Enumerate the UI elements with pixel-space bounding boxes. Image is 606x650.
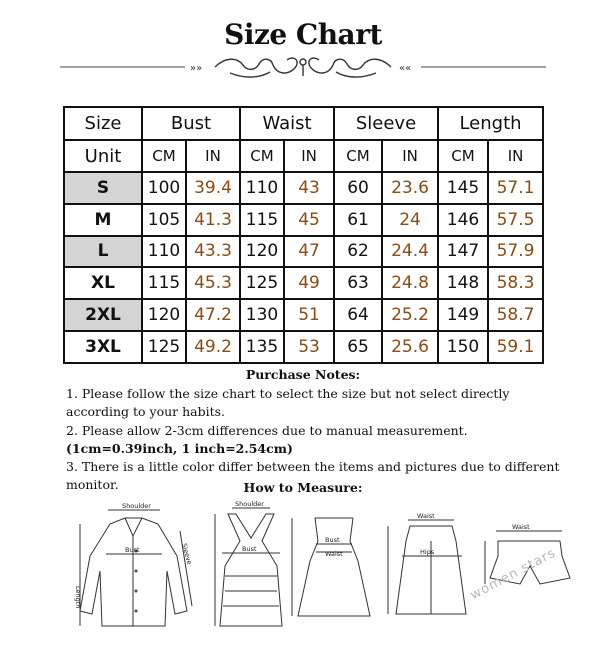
size-cell: 3XL (64, 331, 142, 363)
size-cell: XL (64, 267, 142, 299)
cm-value-cell: 64 (334, 299, 382, 331)
page-title: Size Chart (224, 18, 382, 51)
cm-value-cell: 145 (438, 172, 488, 204)
unit-cell: CM (142, 140, 186, 172)
unit-cell: IN (186, 140, 240, 172)
inch-value-cell: 58.3 (488, 267, 543, 299)
size-cell: L (64, 236, 142, 268)
note-2-text: 2. Please allow 2-3cm differences due to manual measurement. (66, 422, 468, 438)
header-size: Size (64, 107, 142, 140)
diagram-label-bust-3: Bust (325, 536, 340, 544)
diagram-label-bust: Bust (125, 546, 140, 554)
size-cell: M (64, 204, 142, 236)
unit-cell: CM (334, 140, 382, 172)
table-row (64, 331, 543, 363)
table-row (64, 236, 543, 268)
header-length: Length (438, 107, 543, 140)
inch-value-cell: 45.3 (186, 267, 240, 299)
cm-value-cell: 100 (142, 172, 186, 204)
inch-value-cell: 24 (382, 204, 438, 236)
cm-value-cell: 125 (142, 331, 186, 363)
cm-value-cell: 115 (142, 267, 186, 299)
unit-cell: IN (382, 140, 438, 172)
inch-value-cell: 41.3 (186, 204, 240, 236)
unit-cell: CM (240, 140, 284, 172)
size-cell: S (64, 172, 142, 204)
diagram-label-waist-3: Waist (512, 523, 530, 531)
cm-value-cell: 120 (142, 299, 186, 331)
diagram-label-bust-2: Bust (242, 545, 257, 553)
cm-value-cell: 115 (240, 204, 284, 236)
inch-value-cell: 45 (284, 204, 334, 236)
purchase-notes-title: Purchase Notes: (245, 367, 361, 382)
inch-value-cell: 53 (284, 331, 334, 363)
diagram-label-length: Length (74, 586, 82, 609)
cm-value-cell: 148 (438, 267, 488, 299)
how-to-measure-title: How to Measure: (243, 480, 363, 495)
cm-value-cell: 105 (142, 204, 186, 236)
header-sleeve: Sleeve (334, 107, 438, 140)
diagram-label-waist-1: Waist (325, 550, 343, 558)
inch-value-cell: 57.5 (488, 204, 543, 236)
diagram-label-shoulder: Shoulder (122, 502, 151, 510)
cm-value-cell: 65 (334, 331, 382, 363)
cm-value-cell: 120 (240, 236, 284, 268)
header-waist: Waist (240, 107, 334, 140)
unit-cell: IN (488, 140, 543, 172)
table-row (64, 299, 543, 331)
inch-value-cell: 23.6 (382, 172, 438, 204)
cm-value-cell: 62 (334, 236, 382, 268)
table-row (64, 267, 543, 299)
dress-diagram (292, 518, 370, 616)
diagram-label-hips: Hips (420, 548, 435, 556)
diagram-label-sleeve: Sleeve (180, 542, 194, 566)
svg-text:««: «« (399, 63, 412, 74)
note-3: 3. There is a little color differ between the items and pictures due to different monitor. (66, 459, 560, 493)
inch-value-cell: 25.2 (382, 299, 438, 331)
cm-value-cell: 110 (142, 236, 186, 268)
inch-value-cell: 59.1 (488, 331, 543, 363)
unit-cell: IN (284, 140, 334, 172)
inch-value-cell: 25.6 (382, 331, 438, 363)
decorative-divider (55, 52, 551, 82)
inch-value-cell: 49 (284, 267, 334, 299)
purchase-notes (66, 385, 561, 495)
svg-text:»»: »» (190, 63, 203, 74)
inch-value-cell: 43 (284, 172, 334, 204)
inch-value-cell: 39.4 (186, 172, 240, 204)
skirt-diagram (388, 520, 466, 614)
cm-value-cell: 110 (240, 172, 284, 204)
inch-value-cell: 24.4 (382, 236, 438, 268)
cm-value-cell: 147 (438, 236, 488, 268)
cm-value-cell: 125 (240, 267, 284, 299)
cm-value-cell: 149 (438, 299, 488, 331)
unit-cell: CM (438, 140, 488, 172)
inch-value-cell: 47 (284, 236, 334, 268)
shirt-diagram (80, 510, 192, 626)
inch-value-cell: 57.1 (488, 172, 543, 204)
inch-value-cell: 57.9 (488, 236, 543, 268)
diagram-label-waist-2: Waist (417, 512, 435, 520)
table-row (64, 204, 543, 236)
inch-value-cell: 24.8 (382, 267, 438, 299)
inch-value-cell: 47.2 (186, 299, 240, 331)
inch-value-cell: 49.2 (186, 331, 240, 363)
cm-value-cell: 150 (438, 331, 488, 363)
inch-value-cell: 43.3 (186, 236, 240, 268)
table-row (64, 172, 543, 204)
unit-label: Unit (64, 140, 142, 172)
header-bust: Bust (142, 107, 240, 140)
cm-value-cell: 63 (334, 267, 382, 299)
watermark: women stars (468, 545, 559, 604)
diagram-label-shoulder-2: Shoulder (235, 500, 264, 508)
cm-value-cell: 60 (334, 172, 382, 204)
cm-value-cell: 146 (438, 204, 488, 236)
cm-value-cell: 135 (240, 331, 284, 363)
note-2-conversion: (1cm=0.39inch, 1 inch=2.54cm) (66, 440, 293, 456)
note-1: 1. Please follow the size chart to select the size but not select directly according to your habits. (66, 386, 510, 420)
tank-diagram (215, 508, 282, 626)
cm-value-cell: 61 (334, 204, 382, 236)
size-chart-table (63, 106, 544, 364)
size-cell: 2XL (64, 299, 142, 331)
inch-value-cell: 51 (284, 299, 334, 331)
inch-value-cell: 58.7 (488, 299, 543, 331)
cm-value-cell: 130 (240, 299, 284, 331)
note-2 (66, 422, 561, 459)
